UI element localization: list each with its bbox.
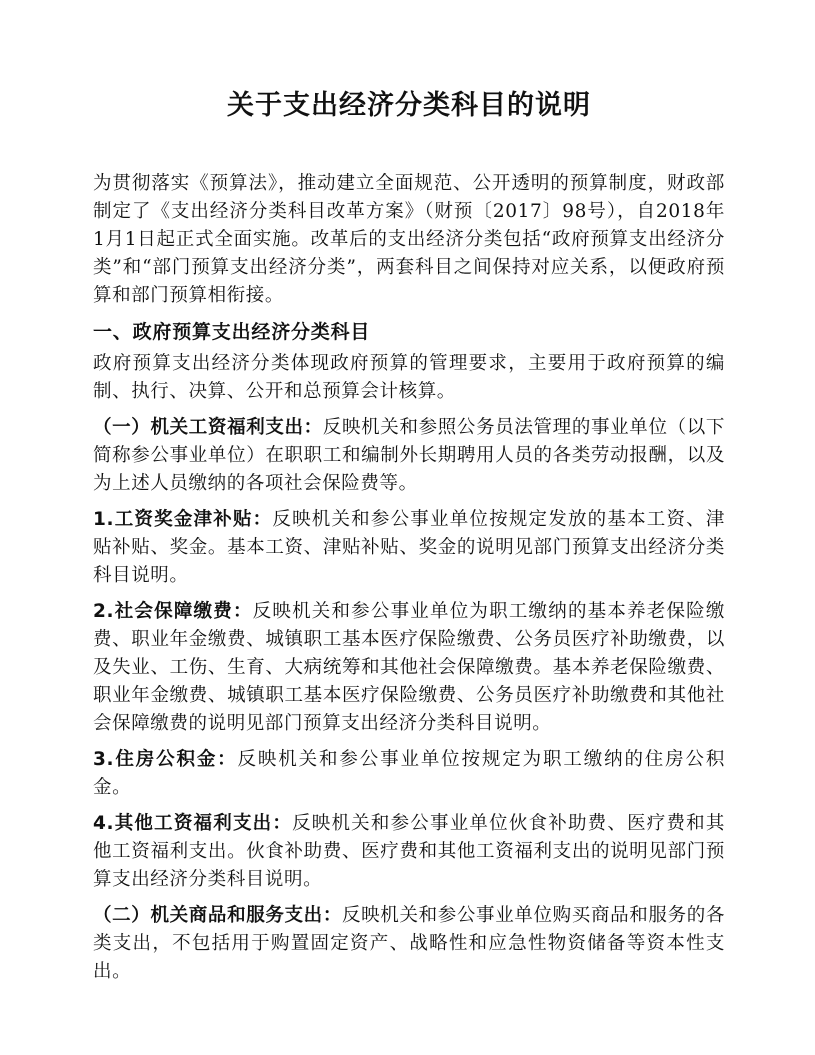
item-label: （二）机关商品和服务支出： — [93, 905, 342, 926]
intro-paragraph: 为贯彻落实《预算法》，推动建立全面规范、公开透明的预算制度，财政部制定了《支出经济分类科目改革方案》（财预〔2017〕98号），自2018年1月1日起正式全面实施。改革后的支出经济分类包括“政府预算支出经济分类”和“部门预算支出经济分类”，两套科目之间保持对应关系，以便政府预算和部门预算相衔接。 — [93, 173, 725, 306]
item-text: 反映机关和参公事业单位购买商品和服务的各类支出，不包括用于购置固定资产、战略性和应急性物资储备等资本性支出。 — [93, 905, 725, 982]
item-label: （一）机关工资福利支出： — [93, 417, 323, 438]
item-label: 3.住房公积金： — [93, 749, 238, 770]
item-label: 1.工资奖金津补贴： — [93, 509, 273, 530]
section-paragraph: 政府预算支出经济分类体现政府预算的管理要求，主要用于政府预算的编制、执行、决算、公开和总预算会计核算。 — [93, 353, 725, 402]
item-paragraph-wages — [93, 506, 725, 590]
item-label: 2.社会保障缴费： — [93, 601, 253, 622]
item-label: 4.其他工资福利支出： — [93, 813, 293, 834]
item-text: 反映机关和参公事业单位为职工缴纳的基本养老保险缴费、职业年金缴费、城镇职工基本医疗保险缴费、公务员医疗补助缴费，以及失业、工伤、生育、大病统筹和其他社会保障缴费。基本养老保险缴费、职业年金缴费、城镇职工基本医疗保险缴费、公务员医疗补助缴费和其他社会保障缴费的说明见部门预算支出经济分类科目说明。 — [93, 601, 725, 734]
section-heading: 一、政府预算支出经济分类科目 — [93, 321, 371, 343]
item-text: 反映机关和参公事业单位伙食补助费、医疗费和其他工资福利支出。伙食补助费、医疗费和其他工资福利支出的说明见部门预算支出经济分类科目说明。 — [93, 813, 725, 890]
item-paragraph-housing-fund — [93, 746, 725, 802]
item-paragraph-staff-welfare — [93, 414, 725, 498]
item-text: 反映机关和参照公务员法管理的事业单位（以下简称参公事业单位）在职职工和编制外长期聘用人员的各类劳动报酬，以及为上述人员缴纳的各项社会保险费等。 — [93, 417, 726, 494]
document-title: 关于支出经济分类科目的说明 — [227, 90, 591, 121]
item-paragraph-other-welfare — [93, 810, 725, 894]
item-text: 反映机关和参公事业单位按规定发放的基本工资、津贴补贴、奖金。基本工资、津贴补贴、奖金的说明见部门预算支出经济分类科目说明。 — [93, 509, 725, 586]
item-paragraph-goods-services — [93, 902, 725, 986]
item-paragraph-social-security — [93, 598, 725, 738]
item-text: 反映机关和参公事业单位按规定为职工缴纳的住房公积金。 — [93, 749, 725, 798]
